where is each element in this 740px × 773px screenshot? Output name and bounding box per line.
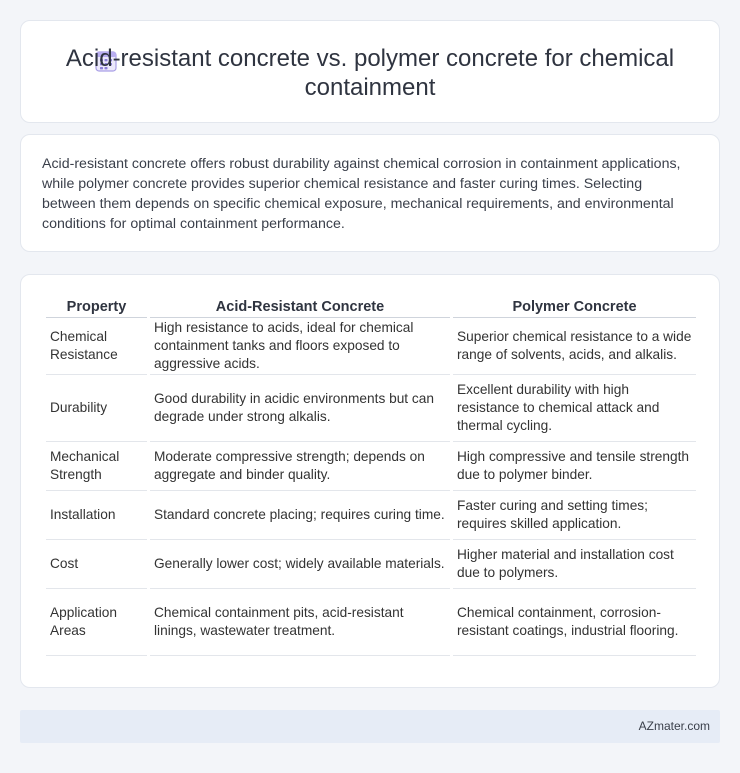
polymer-cell: Chemical containment, corrosion-resistant coatings, industrial flooring. xyxy=(453,589,696,656)
property-cell: Durability xyxy=(46,375,147,442)
property-cell: Mechanical Strength xyxy=(46,442,147,491)
polymer-cell: Higher material and installation cost due to polymers. xyxy=(453,540,696,589)
polymer-cell: Faster curing and setting times; requires skilled application. xyxy=(453,491,696,540)
page-title: Acid-resistant concrete vs. polymer concrete for chemical containment xyxy=(65,45,675,101)
intro-card xyxy=(20,134,720,252)
table-row xyxy=(46,491,696,540)
acid-resistant-cell: Generally lower cost; widely available materials. xyxy=(150,540,450,589)
polymer-cell: Superior chemical resistance to a wide range of solvents, acids, and alkalis. xyxy=(453,318,696,375)
table-row xyxy=(46,589,696,656)
property-cell: Chemical Resistance xyxy=(46,318,147,375)
polymer-cell: Excellent durability with high resistance to chemical attack and thermal cycling. xyxy=(453,375,696,442)
column-header-polymer: Polymer Concrete xyxy=(453,295,696,318)
acid-resistant-cell: High resistance to acids, ideal for chemical containment tanks and floors exposed to aggressive acids. xyxy=(150,318,450,375)
property-cell: Installation xyxy=(46,491,147,540)
footer-bar xyxy=(20,710,720,743)
acid-resistant-cell: Standard concrete placing; requires curing time. xyxy=(150,491,450,540)
acid-resistant-cell: Chemical containment pits, acid-resistant linings, wastewater treatment. xyxy=(150,589,450,656)
comparison-table xyxy=(43,295,699,656)
property-cell: Application Areas xyxy=(46,589,147,656)
table-row xyxy=(46,318,696,375)
table-header-row xyxy=(46,295,696,318)
acid-resistant-cell: Good durability in acidic environments but can degrade under strong alkalis. xyxy=(150,375,450,442)
property-cell: Cost xyxy=(46,540,147,589)
intro-paragraph: Acid-resistant concrete offers robust durability against chemical corrosion in containment applications, while polymer concrete provides superior chemical resistance and faster curing times. Selecting between them depends on specific chemical exposure, mechanical requirements, and environmental conditions for optimal containment performance. xyxy=(42,156,681,232)
title-card xyxy=(20,20,720,123)
column-header-acid-resistant: Acid-Resistant Concrete xyxy=(150,295,450,318)
table-row xyxy=(46,375,696,442)
table-row xyxy=(46,442,696,491)
table-row xyxy=(46,540,696,589)
acid-resistant-cell: Moderate compressive strength; depends on aggregate and binder quality. xyxy=(150,442,450,491)
column-header-property: Property xyxy=(46,295,147,318)
polymer-cell: High compressive and tensile strength due to polymer binder. xyxy=(453,442,696,491)
comparison-table-card xyxy=(20,274,720,688)
footer-brand[interactable]: AZmater.com xyxy=(638,719,710,733)
